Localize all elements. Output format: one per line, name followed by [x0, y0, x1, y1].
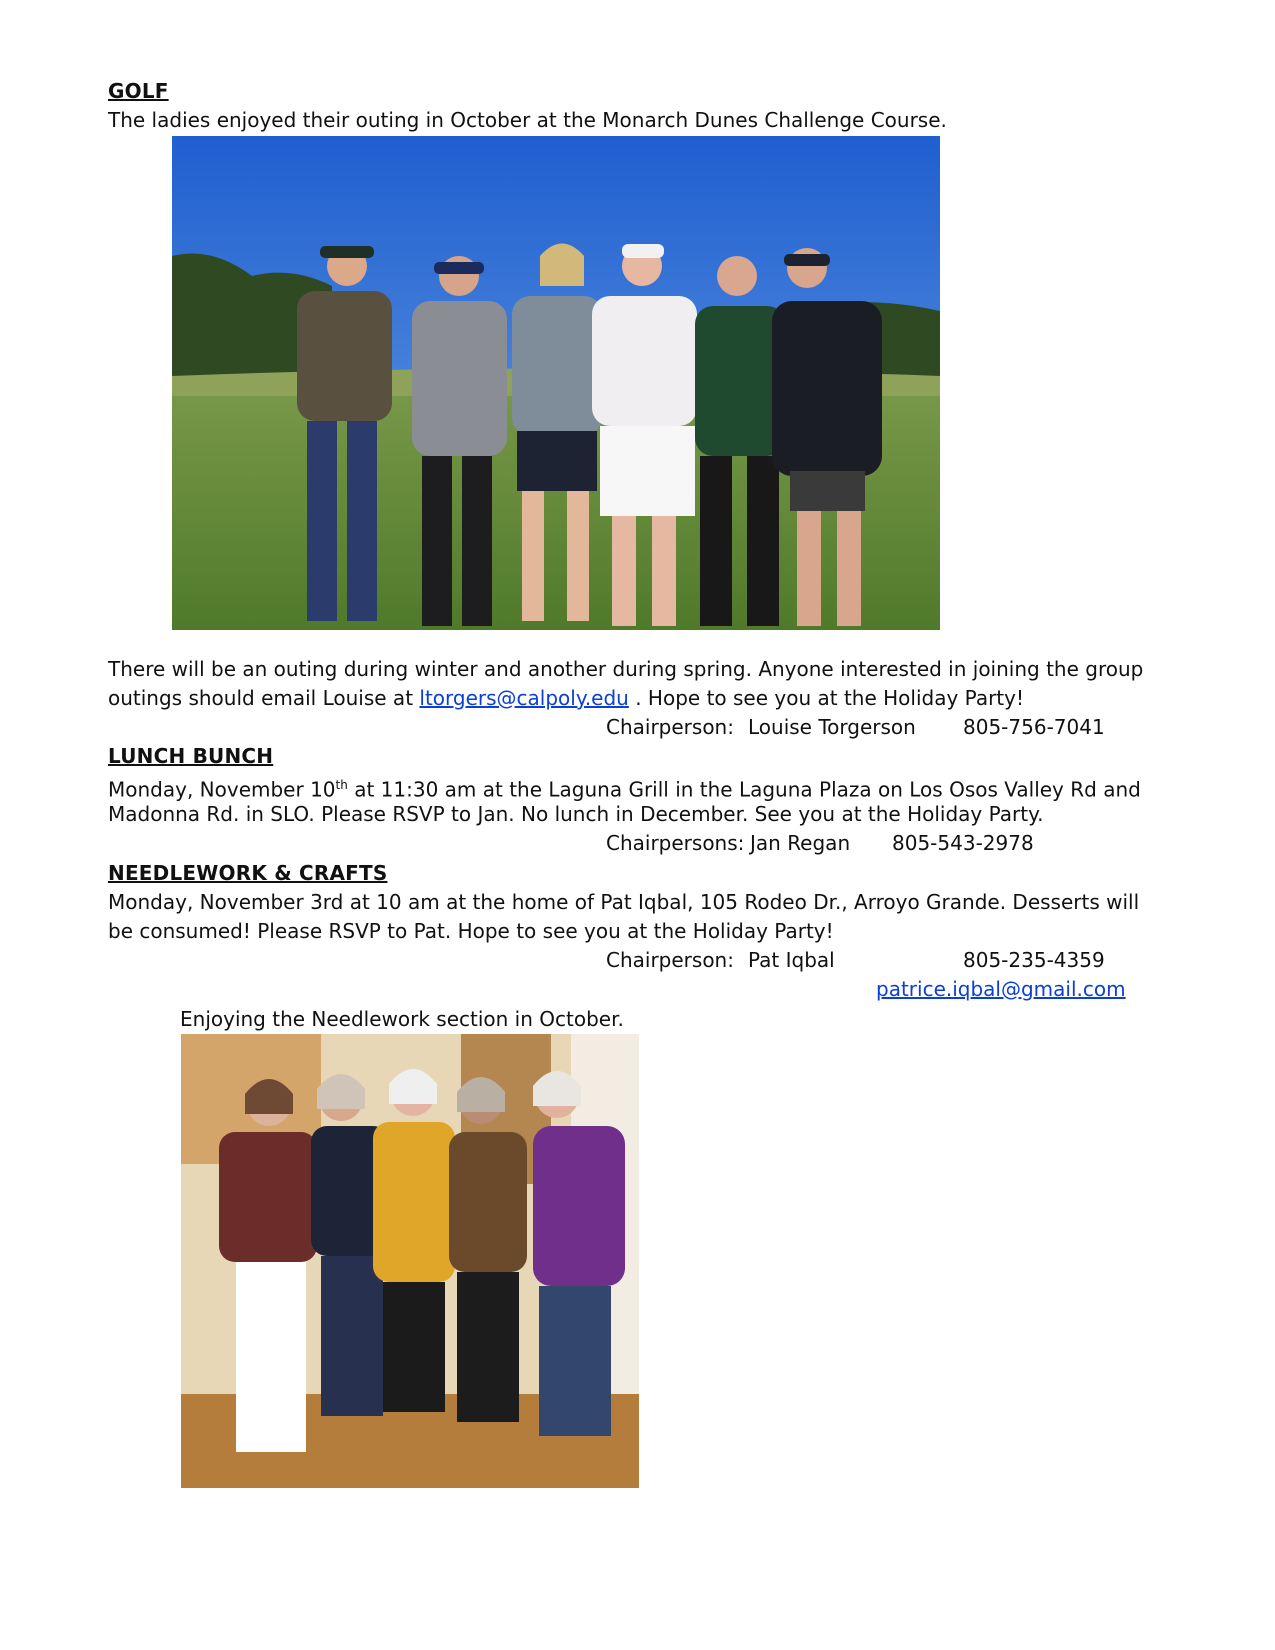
needlework-chair-name: Pat Iqbal — [748, 948, 835, 972]
needlework-photo-caption: Enjoying the Needlework section in October. — [180, 1007, 624, 1031]
golf-email-link[interactable]: ltorgers@calpoly.edu — [419, 686, 629, 710]
needlework-line2: be consumed! Please RSVP to Pat. Hope to see you at the Holiday Party! — [108, 919, 834, 943]
golf-body-line2-end: . Hope to see you at the Holiday Party! — [628, 686, 1024, 710]
lunch-line1-rest: at 11:30 am at the Laguna Grill in the Laguna Plaza on Los Osos Valley Rd and — [347, 777, 1141, 802]
golf-chair-phone: 805-756-7041 — [963, 715, 1105, 739]
golf-body-line2 — [108, 683, 1024, 713]
golf-group-photo — [172, 136, 940, 630]
needlework-chair-phone: 805-235-4359 — [963, 948, 1105, 972]
lunch-heading: LUNCH BUNCH — [108, 744, 274, 768]
lunch-chair-label: Chairpersons: — [606, 831, 745, 855]
needlework-line1: Monday, November 3rd at 10 am at the home of Pat Iqbal, 105 Rodeo Dr., Arroyo Grande. Desserts will — [108, 890, 1140, 914]
needlework-email-line — [876, 974, 1126, 1004]
golf-chair-label: Chairperson: — [606, 715, 734, 739]
needlework-chair-label: Chairperson: — [606, 948, 734, 972]
golf-body-line1: There will be an outing during winter and another during spring. Anyone interested in joining the group — [108, 657, 1144, 681]
needlework-email-link[interactable]: patrice.iqbal@gmail.com — [876, 977, 1126, 1001]
golf-body-line2-start: outings should email Louise at — [108, 686, 420, 710]
lunch-line2: Madonna Rd. in SLO. Please RSVP to Jan. No lunch in December. See you at the Holiday Party. — [108, 802, 1044, 826]
golf-chair-name: Louise Torgerson — [748, 715, 916, 739]
lunch-line1-date: Monday, November 10 — [108, 777, 336, 802]
lunch-chair-name: Jan Regan — [750, 831, 851, 855]
needlework-heading: NEEDLEWORK & CRAFTS — [108, 861, 388, 885]
lunch-line1-ordinal: th — [335, 778, 348, 792]
golf-intro: The ladies enjoyed their outing in October at the Monarch Dunes Challenge Course. — [108, 108, 947, 132]
lunch-chair-phone: 805-543-2978 — [892, 831, 1034, 855]
golf-heading: GOLF — [108, 79, 169, 103]
needlework-group-photo — [181, 1034, 639, 1488]
